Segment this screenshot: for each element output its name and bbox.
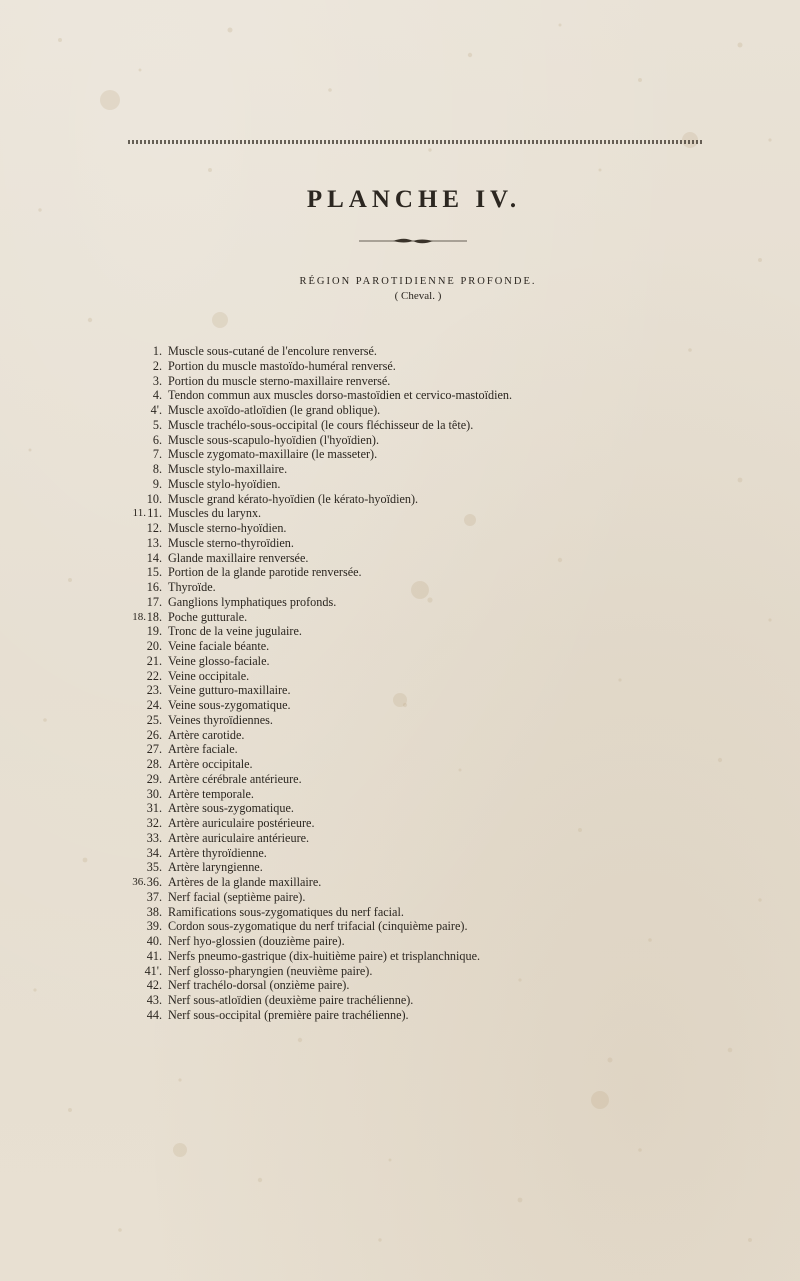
legend-item: [0, 403, 800, 418]
legend-text: Muscle stylo-maxillaire.: [168, 462, 288, 476]
legend-number: 11.: [147, 506, 162, 521]
legend-number: 34.: [146, 845, 162, 860]
legend-text: Nerf sous-atloïdien (deuxième paire trachélienne).: [168, 993, 414, 1007]
legend-item: [0, 801, 800, 816]
plate-title: PLANCHE IV.: [306, 186, 522, 213]
legend-number: 24.: [146, 698, 162, 712]
legend-item: [0, 860, 800, 875]
legend-item: [0, 506, 800, 521]
margin-number: 18.: [132, 610, 146, 623]
legend-number: 9.: [152, 476, 162, 491]
legend-number: 35.: [146, 860, 162, 875]
legend-item: [0, 978, 800, 993]
legend-text: Nerf trachélo-dorsal (onzième paire).: [168, 978, 350, 993]
legend-text: Nerf facial (septième paire).: [168, 889, 306, 904]
legend-number: 29.: [146, 771, 162, 786]
legend-number: 3.: [152, 373, 162, 388]
legend-number: 4'.: [150, 403, 162, 417]
region-subtitle: RÉGION PAROTIDIENNE PROFONDE.: [299, 276, 537, 287]
legend-number: 19.: [146, 624, 162, 639]
legend-text: Glande maxillaire renversée.: [168, 550, 309, 565]
animal-caption: ( Cheval. ): [394, 290, 442, 302]
legend-number: 15.: [146, 565, 162, 580]
legend-number: 37.: [146, 889, 162, 904]
legend-text: Artères de la glande maxillaire.: [168, 875, 322, 889]
legend-item: [0, 728, 800, 743]
legend-item: [0, 580, 800, 595]
legend-number: 6.: [152, 432, 162, 447]
legend-number: 39.: [146, 919, 162, 934]
legend-number: 27.: [146, 742, 162, 757]
legend-text: Artère auriculaire postérieure.: [168, 816, 315, 830]
legend-item: [0, 993, 800, 1008]
legend-number: 28.: [146, 757, 162, 771]
legend-number: 7.: [152, 447, 162, 462]
legend-number: 18.: [146, 609, 162, 624]
legend-text: Muscle sterno-hyoïdien.: [168, 521, 287, 535]
margin-number: 36.: [132, 876, 146, 888]
legend-text: Nerfs pneumo-gastrique (dix-huitième paire) et trisplanchnique.: [168, 948, 481, 963]
legend-number: 13.: [146, 535, 162, 550]
legend-number: 1.: [152, 344, 162, 358]
legend-text: Artère auriculaire antérieure.: [168, 830, 310, 845]
legend-number: 32.: [146, 816, 162, 830]
legend-item: [0, 757, 800, 772]
legend-item: [0, 388, 800, 403]
legend-text: Muscle grand kérato-hyoïdien (le kérato-hyoïdien).: [168, 491, 419, 506]
legend-item: [0, 669, 800, 684]
legend-item: [0, 683, 800, 698]
legend-item: [0, 418, 800, 433]
legend-item: [0, 565, 800, 580]
legend-number: 26.: [146, 727, 162, 742]
legend-number: 20.: [146, 639, 162, 653]
legend-text: Cordon sous-zygomatique du nerf trifacial (cinquième paire).: [168, 919, 468, 934]
top-dotted-rule: [128, 140, 702, 144]
legend-item: [0, 816, 800, 831]
legend-item: [0, 447, 800, 462]
legend-text: Tendon commun aux muscles dorso-mastoïdien et cervico-mastoïdien.: [168, 388, 513, 403]
legend-item: [0, 551, 800, 566]
legend-text: Nerf hyo-glossien (douzième paire).: [168, 934, 345, 948]
legend-text: Artère thyroïdienne.: [168, 845, 267, 860]
legend-item: [0, 610, 800, 625]
legend-number: 30.: [146, 786, 162, 801]
legend-text: Veine glosso-faciale.: [168, 653, 270, 668]
legend-text: Ramifications sous-zygomatiques du nerf facial.: [168, 904, 404, 919]
legend-number: 44.: [146, 1007, 162, 1022]
legend-text: Veine gutturo-maxillaire.: [168, 683, 291, 698]
legend-text: Ganglions lymphatiques profonds.: [168, 594, 337, 609]
legend-text: Veine faciale béante.: [168, 639, 270, 653]
legend-item: [0, 477, 800, 492]
legend-text: Artère temporale.: [168, 786, 254, 801]
legend-item: [0, 831, 800, 846]
legend-text: Artère carotide.: [168, 727, 245, 742]
legend-text: Muscle zygomato-maxillaire (le masseter).: [168, 447, 378, 462]
legend-item: [0, 536, 800, 551]
legend-item: [0, 595, 800, 610]
legend-number: 42.: [146, 978, 162, 993]
legend-number: 23.: [146, 683, 162, 698]
legend-number: 14.: [146, 550, 162, 565]
legend-number: 36.: [146, 875, 162, 889]
legend-number: 38.: [146, 904, 162, 919]
legend-item: [0, 964, 800, 979]
legend-item: [0, 949, 800, 964]
legend-item: [0, 359, 800, 374]
legend-item: [0, 742, 800, 757]
legend-number: 8.: [152, 462, 162, 476]
legend-number: 16.: [146, 580, 162, 594]
legend-number: 31.: [146, 801, 162, 816]
legend-text: Tronc de la veine jugulaire.: [168, 624, 302, 639]
legend-item: [0, 934, 800, 949]
legend-text: Muscles du larynx.: [168, 506, 262, 521]
legend-number: 43.: [146, 993, 162, 1007]
legend-item: [0, 890, 800, 905]
legend-text: Muscle trachélo-sous-occipital (le cours fléchisseur de la tête).: [168, 417, 474, 432]
legend-text: Artère sous-zygomatique.: [168, 801, 294, 816]
legend-item: [0, 787, 800, 802]
legend-item: [0, 639, 800, 654]
legend-item: [0, 374, 800, 389]
legend-number: 21.: [146, 653, 162, 668]
legend-text: Thyroïde.: [168, 580, 216, 594]
legend-text: Artère occipitale.: [168, 757, 253, 771]
legend-number: 2.: [152, 358, 162, 373]
legend-number: 4.: [152, 388, 162, 403]
legend-text: Portion de la glande parotide renversée.: [168, 565, 362, 580]
legend-item: [0, 846, 800, 861]
legend-number: 41'.: [144, 963, 162, 978]
legend-text: Muscle sterno-thyroïdien.: [168, 535, 294, 550]
legend-text: Artère faciale.: [168, 742, 238, 757]
legend-number: 22.: [146, 668, 162, 683]
legend-text: Veines thyroïdiennes.: [168, 712, 273, 727]
title-ornament: [359, 237, 467, 245]
legend-item: [0, 698, 800, 713]
legend-number: 10.: [146, 491, 162, 506]
legend-item: [0, 492, 800, 507]
legend-text: Nerf sous-occipital (première paire trachélienne).: [168, 1007, 409, 1022]
legend-text: Veine occipitale.: [168, 668, 250, 683]
legend-text: Muscle sous-scapulo-hyoïdien (l'hyoïdien).: [168, 432, 380, 447]
legend-item: [0, 433, 800, 448]
legend-item: [0, 905, 800, 920]
legend-item: [0, 1008, 800, 1023]
legend-text: Muscle axoïdo-atloïdien (le grand oblique).: [168, 403, 381, 417]
legend-item: [0, 654, 800, 669]
legend-item: [0, 521, 800, 536]
legend-number: 25.: [146, 712, 162, 727]
legend-text: Portion du muscle mastoïdo-huméral renversé.: [168, 358, 396, 373]
legend-number: 17.: [146, 594, 162, 609]
legend-item: [0, 875, 800, 890]
legend-number: 5.: [152, 417, 162, 432]
legend-number: 33.: [146, 830, 162, 845]
legend-item: [0, 919, 800, 934]
legend-text: Muscle stylo-hyoïdien.: [168, 476, 281, 491]
legend-text: Artère laryngienne.: [168, 860, 263, 875]
legend-text: Artère cérébrale antérieure.: [168, 771, 302, 786]
legend-text: Poche gutturale.: [168, 609, 248, 624]
legend-item: [0, 624, 800, 639]
legend-list: [0, 344, 800, 1023]
legend-text: Veine sous-zygomatique.: [168, 698, 291, 712]
legend-item: [0, 344, 800, 359]
legend-item: [0, 772, 800, 787]
legend-item: [0, 462, 800, 477]
legend-number: 40.: [146, 934, 162, 948]
legend-number: 12.: [146, 521, 162, 535]
legend-item: [0, 713, 800, 728]
legend-number: 41.: [146, 948, 162, 963]
legend-text: Portion du muscle sterno-maxillaire renversé.: [168, 373, 391, 388]
margin-number: 11.: [132, 507, 146, 520]
legend-text: Nerf glosso-pharyngien (neuvième paire).: [168, 963, 373, 978]
legend-text: Muscle sous-cutané de l'encolure renversé.: [168, 344, 377, 358]
